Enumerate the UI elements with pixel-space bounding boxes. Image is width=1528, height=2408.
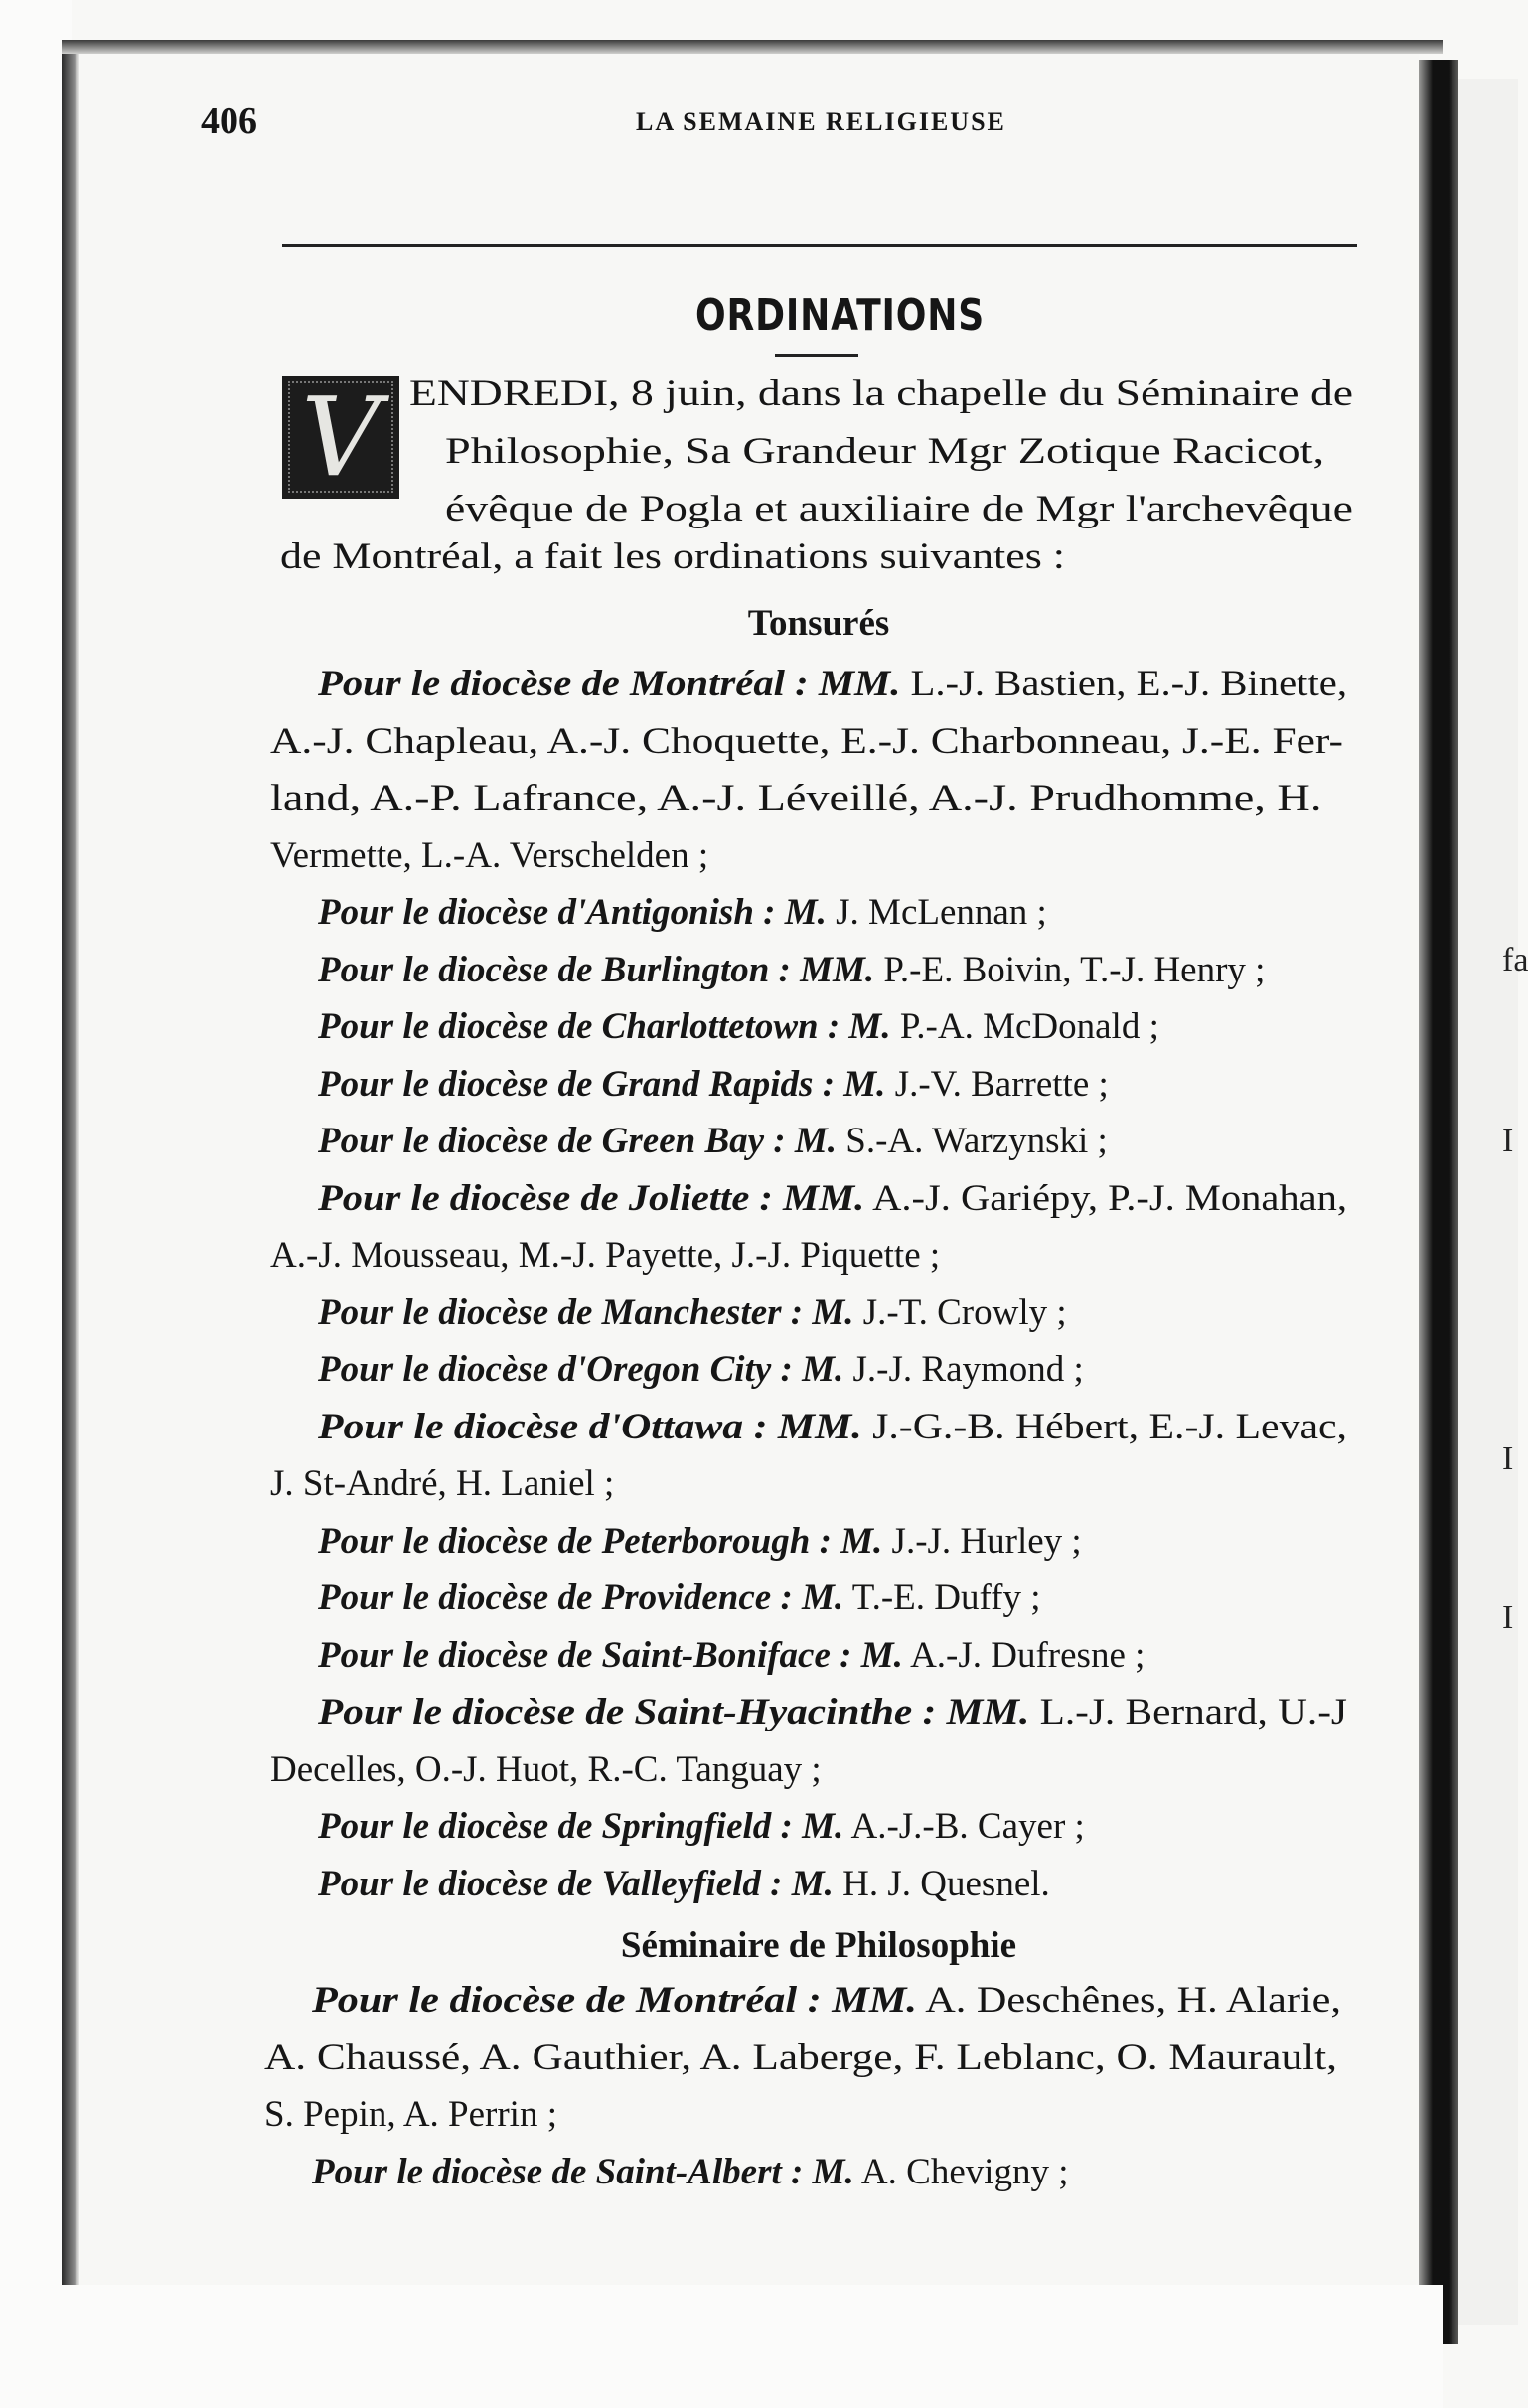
intro-line bbox=[409, 376, 1353, 412]
adjacent-page-fragment: I bbox=[1502, 1599, 1514, 1636]
ordinand-names: J.-J. Hurley ; bbox=[882, 1520, 1082, 1562]
entry-line bbox=[318, 894, 1047, 931]
entry-line bbox=[318, 1863, 1050, 1904]
diocese-label: Pour le diocèse de Springfield : M. bbox=[318, 1806, 844, 1847]
ordinand-names: A.-J. Chapleau, A.-J. Choquette, E.-J. Charbonneau, J.-E. Fer- bbox=[270, 720, 1343, 762]
diocese-label: Pour le diocèse d'Oregon City : M. bbox=[318, 1349, 844, 1390]
scan-edge-shadow bbox=[62, 40, 79, 2315]
ordinand-names: J.-J. Raymond ; bbox=[843, 1349, 1084, 1390]
entry-line bbox=[318, 1177, 1347, 1219]
entry-line bbox=[318, 666, 1347, 702]
diocese-label: Pour le diocèse de Peterborough : M. bbox=[318, 1520, 883, 1562]
diocese-label: Pour le diocèse de Green Bay : M. bbox=[318, 1121, 838, 1161]
ordinand-names: J. McLennan ; bbox=[826, 892, 1047, 933]
article-title: ORDINATIONS bbox=[695, 290, 986, 341]
ordinand-names: J.-G.-B. Hébert, E.-J. Levac, bbox=[861, 1406, 1347, 1447]
intro-line bbox=[445, 491, 1353, 527]
entry-line bbox=[318, 1634, 1146, 1676]
ordinand-names: J.-V. Barrette ; bbox=[885, 1063, 1109, 1105]
entry-line bbox=[270, 834, 709, 876]
diocese-label: Pour le diocèse de Burlington : MM. bbox=[318, 949, 875, 990]
ordinand-names: A.-J. Mousseau, M.-J. Payette, J.-J. Piquette ; bbox=[270, 1235, 941, 1276]
entry-line bbox=[318, 1580, 1041, 1616]
header-rule bbox=[282, 244, 1357, 247]
diocese-label: Pour le diocèse de Saint-Albert : M. bbox=[312, 2151, 854, 2192]
entry-line bbox=[318, 1808, 1085, 1845]
drop-cap-ornament bbox=[282, 376, 399, 499]
entry-line bbox=[318, 1063, 1109, 1105]
section-heading-seminaire: Séminaire de Philosophie bbox=[620, 1925, 1017, 1966]
ordinand-names: Philosophie, Sa Grandeur Mgr Zotique Racicot, bbox=[445, 431, 1325, 472]
entry-line bbox=[318, 1694, 1347, 1731]
entry-line bbox=[270, 1748, 822, 1790]
diocese-label: Pour le diocèse de Joliette : MM. bbox=[318, 1177, 865, 1219]
ordinand-names: L.-J. Bastien, E.-J. Binette, bbox=[900, 664, 1347, 704]
entry-line bbox=[264, 2096, 557, 2133]
entry-line bbox=[264, 2036, 1337, 2078]
page-number: 406 bbox=[201, 100, 257, 142]
ordinand-names: S. Pepin, A. Perrin ; bbox=[264, 2094, 557, 2135]
diocese-label: Pour le diocèse d'Ottawa : MM. bbox=[318, 1406, 862, 1447]
entry-line bbox=[270, 1237, 940, 1274]
entry-line bbox=[270, 720, 1343, 762]
ordinand-names: A. Chevigny ; bbox=[853, 2151, 1069, 2192]
entry-line bbox=[312, 2151, 1069, 2192]
diocese-label: Pour le diocèse de Providence : M. bbox=[318, 1578, 844, 1618]
scan-top-edge bbox=[62, 40, 1443, 54]
drop-cap-letter: V bbox=[301, 374, 381, 501]
title-rule bbox=[775, 354, 858, 357]
ordinand-names: P.-A. McDonald ; bbox=[890, 1006, 1159, 1047]
diocese-label: Pour le diocèse de Montréal : MM. bbox=[312, 1980, 917, 2021]
entry-line bbox=[318, 1520, 1082, 1562]
ordinand-names: A.-J.-B. Cayer ; bbox=[843, 1806, 1085, 1847]
ordinand-names: P.-E. Boivin, T.-J. Henry ; bbox=[874, 949, 1266, 990]
adjacent-page-fragment: fa bbox=[1502, 942, 1528, 978]
running-head: LA SEMAINE RELIGIEUSE bbox=[636, 107, 1006, 136]
ordinand-names: A. Chaussé, A. Gauthier, A. Laberge, F. Leblanc, O. Maurault, bbox=[264, 2036, 1337, 2078]
book-gutter bbox=[1419, 60, 1458, 2344]
ordinand-names: ENDREDI, 8 juin, dans la chapelle du Séminaire de bbox=[409, 374, 1353, 414]
intro-line bbox=[445, 433, 1324, 470]
entry-line bbox=[312, 1982, 1341, 2019]
entry-line bbox=[318, 1291, 1067, 1333]
diocese-label: Pour le diocèse de Charlottetown : M. bbox=[318, 1006, 891, 1047]
diocese-label: Pour le diocèse de Valleyfield : M. bbox=[318, 1863, 834, 1904]
section-heading-tonsures: Tonsurés bbox=[747, 603, 890, 644]
entry-line bbox=[318, 1351, 1084, 1388]
scan-bottom-margin bbox=[62, 2285, 1443, 2408]
ordinand-names: Vermette, L.-A. Verschelden ; bbox=[270, 834, 709, 876]
diocese-label: Pour le diocèse de Saint-Hyacinthe : MM. bbox=[318, 1692, 1030, 1732]
adjacent-page-fragment: I bbox=[1502, 1123, 1514, 1159]
ordinand-names: L.-J. Bernard, U.-J bbox=[1029, 1692, 1347, 1732]
ordinand-names: J. St-André, H. Laniel ; bbox=[270, 1463, 615, 1504]
diocese-label: Pour le diocèse de Saint-Boniface : M. bbox=[318, 1634, 903, 1676]
ordinand-names: A. Deschênes, H. Alarie, bbox=[916, 1980, 1341, 2021]
ordinand-names: de Montréal, a fait les ordinations suivantes : bbox=[280, 536, 1065, 577]
adjacent-page-fragment: I bbox=[1502, 1440, 1514, 1477]
ordinand-names: S.-A. Warzynski ; bbox=[837, 1121, 1108, 1161]
diocese-label: Pour le diocèse de Manchester : M. bbox=[318, 1291, 854, 1333]
ordinand-names: J.-T. Crowly ; bbox=[853, 1291, 1067, 1333]
ordinand-names: A.-J. Dufresne ; bbox=[902, 1634, 1146, 1676]
ordinand-names: land, A.-P. Lafrance, A.-J. Léveillé, A.-J. Prudhomme, H. bbox=[270, 778, 1322, 819]
diocese-label: Pour le diocèse de Montréal : MM. bbox=[318, 664, 901, 704]
ordinand-names: Decelles, O.-J. Huot, R.-C. Tanguay ; bbox=[270, 1748, 822, 1790]
entry-line bbox=[270, 780, 1321, 817]
ordinand-names: H. J. Quesnel. bbox=[833, 1863, 1050, 1904]
entry-line bbox=[318, 1123, 1108, 1159]
ordinand-names: évêque de Pogla et auxiliaire de Mgr l'archevêque bbox=[445, 489, 1353, 529]
adjacent-page bbox=[1458, 79, 1518, 2325]
entry-line bbox=[318, 1008, 1159, 1045]
ordinand-names: A.-J. Gariépy, P.-J. Monahan, bbox=[864, 1177, 1347, 1219]
entry-line bbox=[270, 1465, 614, 1502]
diocese-label: Pour le diocèse d'Antigonish : M. bbox=[318, 892, 827, 933]
entry-line bbox=[318, 1406, 1347, 1447]
intro-line bbox=[280, 538, 1065, 575]
ordinand-names: T.-E. Duffy ; bbox=[843, 1578, 1041, 1618]
entry-line bbox=[318, 949, 1266, 990]
diocese-label: Pour le diocèse de Grand Rapids : M. bbox=[318, 1063, 886, 1105]
